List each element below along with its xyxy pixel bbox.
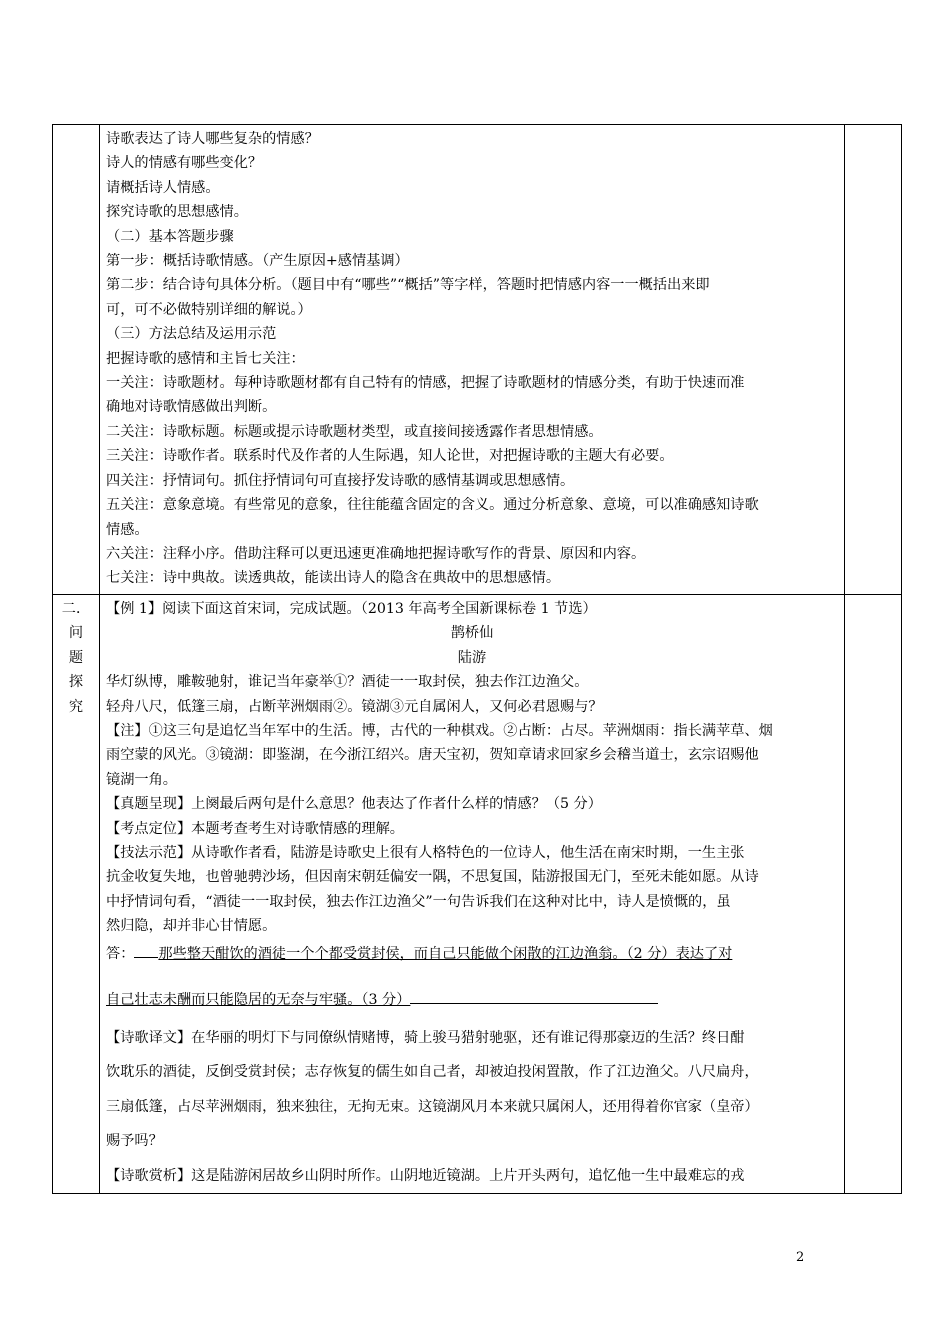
- section2-label: [53, 595, 99, 719]
- translation-block: [106, 1021, 838, 1194]
- section1-line: 六关注：注释小序。借助注释可以更迅速更准确地把握诗歌写作的背景、原因和内容。: [106, 545, 646, 562]
- translation-line: 【诗歌赏析】这是陆游闲居故乡山阴时所作。山阴地近镜湖。上片开头两句，追忆他一生中最难忘的戎: [106, 1167, 745, 1184]
- section1-line: （三）方法总结及运用示范: [106, 326, 277, 343]
- section1-line: 确地对诗歌情感做出判断。: [106, 399, 277, 416]
- section1-line: 第二步：结合诗句具体分析。（题目中有“哪些”“概括”等字样，答题时把情感内容一一概括出来即: [106, 277, 710, 294]
- section2-label-char: 问: [68, 625, 84, 642]
- section1-line: 二关注：诗歌标题。标题或提示诗歌题材类型，或直接间接透露作者思想情感。: [106, 423, 603, 440]
- section2-body: [100, 595, 844, 1193]
- section2-content-cell: [100, 595, 845, 1194]
- technique-line: 【技法示范】从诗歌作者看，陆游是诗歌史上很有人格特色的一位诗人，他生活在南宋时期，一生主张: [106, 845, 745, 862]
- answer-line: [106, 941, 838, 967]
- note-line: 镜湖一角。: [106, 771, 177, 788]
- section1-line: 请概括诗人情感。: [106, 179, 220, 196]
- right-empty-cell: [845, 595, 902, 1194]
- positioning-text: 【考点定位】本题考查考生对诗歌情感的理解。: [106, 820, 404, 837]
- technique-line: 抗金收复失地，也曾驰骋沙场，但因南宋朝廷偏安一隅，不思复国，陆游报国无门，至死未能如愿。从诗: [106, 869, 759, 886]
- technique-line: 中抒情词句看，“酒徒一一取封侯，独去作江边渔父”一句告诉我们在这种对比中，诗人是愤慨的，虽: [106, 893, 731, 910]
- technique-line: 然归隐，却并非心甘情愿。: [106, 918, 277, 935]
- left-label-cell: [53, 125, 100, 595]
- poem-line: 华灯纵博，雕鞍驰射，谁记当年豪举①？酒徒一一取封侯，独去作江边渔父。: [106, 674, 589, 691]
- table-row: [53, 595, 902, 1194]
- answer-prefix: 答：: [106, 945, 135, 962]
- section1-line: 情感。: [106, 521, 149, 538]
- translation-line: 【诗歌译文】在华丽的明灯下与同僚纵情赌博，骑上骏马猎射驰驱，还有谁记得那豪迈的生活？终日酣: [106, 1029, 745, 1046]
- section1-body: [100, 125, 844, 591]
- section1-line: 诗歌表达了诗人哪些复杂的情感？: [106, 131, 319, 147]
- section2-label-char: 题: [68, 649, 84, 666]
- answer-text: 自己壮志未酬而只能隐居的无奈与牢骚。（3 分）: [106, 991, 411, 1008]
- document-table: [52, 124, 902, 1194]
- answer-blank: [410, 987, 658, 1004]
- question-text: 【真题呈现】上阕最后两句是什么意思？他表达了作者什么样的情感？（5 分）: [106, 796, 602, 813]
- section1-line: 探究诗歌的思想感情。: [106, 204, 248, 221]
- section1-line: 三关注：诗歌作者。联系时代及作者的人生际遇，知人论世，对把握诗歌的主题大有必要。: [106, 448, 674, 465]
- section1-line: 诗人的情感有哪些变化？: [106, 155, 263, 172]
- section2-label-cell: [53, 595, 100, 1194]
- poem-author: 陆游: [457, 649, 487, 666]
- section1-line: 七关注：诗中典故。读透典故，能读出诗人的隐含在典故中的思想感情。: [106, 570, 561, 587]
- section1-line: 把握诗歌的感情和主旨七关注：: [106, 350, 305, 367]
- section1-line: 一关注：诗歌题材。每种诗歌题材都有自己特有的情感，把握了诗歌题材的情感分类，有助于快速而准: [106, 375, 745, 392]
- example-title: 【例 1】阅读下面这首宋词，完成试题。（2013 年高考全国新课标卷 1 节选）: [106, 601, 597, 617]
- section2-label-char: 究: [68, 698, 84, 715]
- translation-line: 赐予吗？: [106, 1133, 163, 1150]
- note-line: 雨空蒙的风光。③镜湖：即鉴湖，在今浙江绍兴。唐天宝初，贺知章请求回家乡会稽当道士，玄宗诏赐他: [106, 747, 759, 764]
- section1-line: 第一步：概括诗歌情感。（产生原因+感情基调）: [106, 253, 409, 270]
- section1-line: （二）基本答题步骤: [106, 228, 234, 245]
- right-empty-cell: [845, 125, 902, 595]
- table-row: [53, 125, 902, 595]
- translation-line: 饮耽乐的酒徒，反倒受赏封侯；志存恢复的儒生如自己者，却被迫投闲置散，作了江边渔父。八尺扁舟，: [106, 1064, 759, 1081]
- answer-line: [106, 987, 838, 1013]
- page-number: 2: [796, 1250, 805, 1265]
- translation-line: 三扇低篷，占尽苹洲烟雨，独来独往，无拘无束。这镜湖风月本来就只属闲人，还用得着你官家（皇帝）: [106, 1098, 759, 1115]
- answer-blank: [134, 941, 158, 958]
- section2-label-char: 探: [68, 674, 84, 691]
- note-line: 【注】①这三句是追忆当年军中的生活。博，古代的一种棋戏。②占断：占尽。苹洲烟雨：指长满苹草、烟: [106, 723, 773, 740]
- section1-line: 可，可不必做特别详细的解说。）: [106, 301, 312, 318]
- section1-line: 四关注：抒情词句。抓住抒情词句可直接抒发诗歌的感情基调或思想感情。: [106, 472, 575, 489]
- answer-text: 那些整天酣饮的酒徒一个个都受赏封侯，而自己只能做个闲散的江边渔翁。（2 分）表达了对: [158, 945, 733, 962]
- poem-title: 鹊桥仙: [450, 625, 494, 642]
- section1-line: 五关注：意象意境。有些常见的意象，往往能蕴含固定的含义。通过分析意象、意境，可以准确感知诗歌: [106, 497, 759, 514]
- section1-content-cell: [100, 125, 845, 595]
- section2-label-char: 二．: [61, 601, 91, 617]
- poem-line: 轻舟八尺，低篷三扇，占断苹洲烟雨②。镜湖③元自属闲人，又何必君恩赐与？: [106, 698, 603, 715]
